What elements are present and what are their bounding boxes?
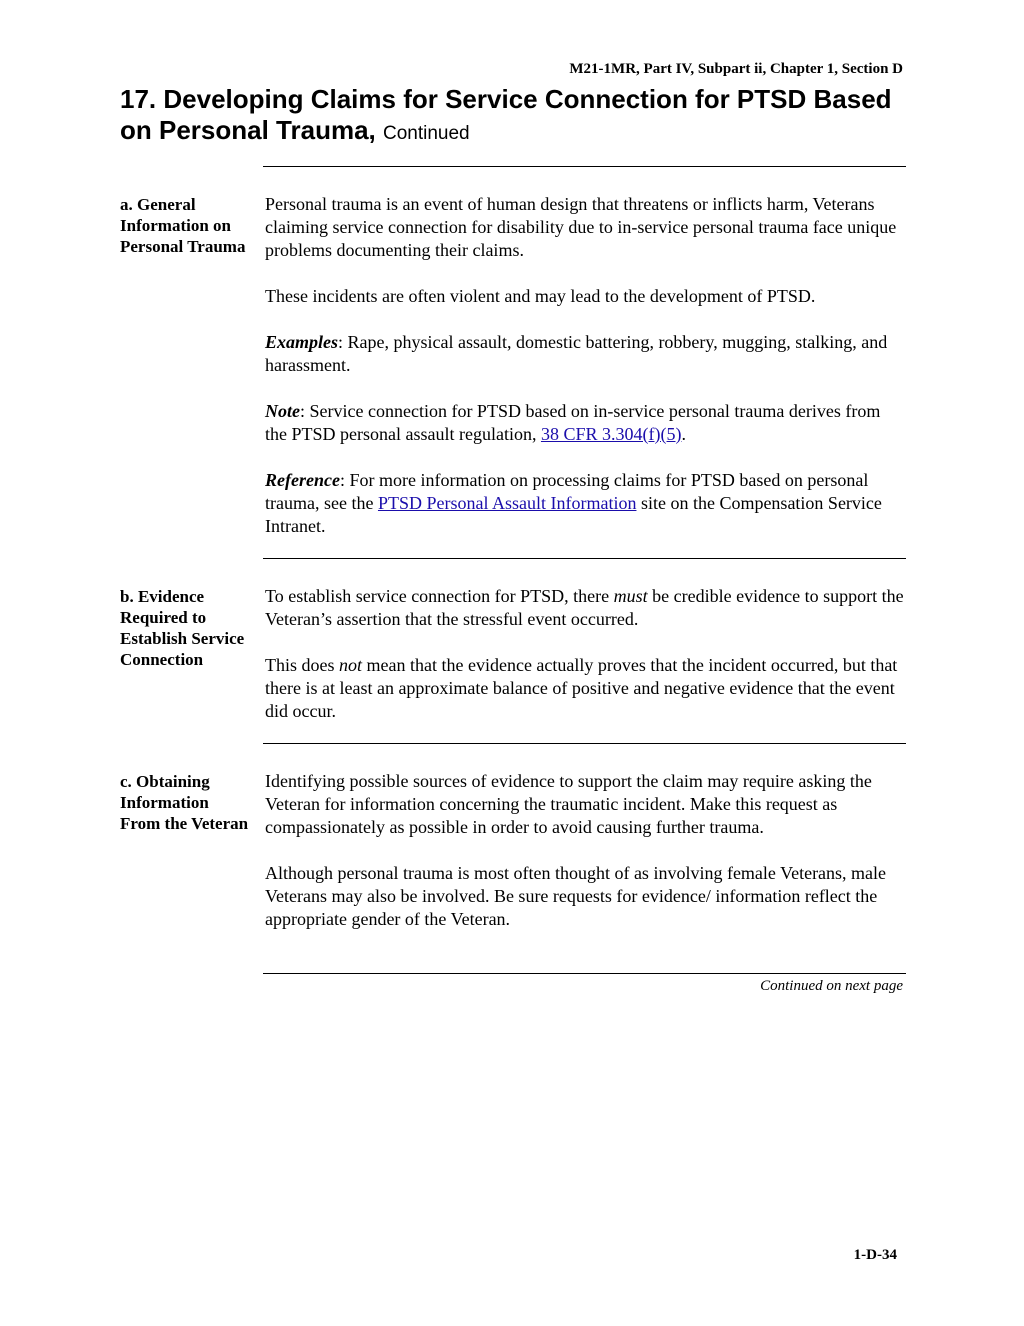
section-a-examples	[265, 331, 905, 377]
page-title-main: 17. Developing Claims for Service Connection for PTSD Based on Personal Trauma,	[120, 84, 892, 145]
section-divider	[263, 166, 906, 167]
emphasis-must: must	[613, 586, 648, 606]
section-c-label: c. Obtaining Information From the Veteran	[120, 772, 249, 833]
continued-on-next-page: Continued on next page	[760, 978, 903, 994]
page-title-continued: Continued	[382, 123, 470, 144]
section-c-paragraph: Identifying possible sources of evidence to support the claim may require asking the Veteran for information concerning the traumatic incident. Make this request as compassionately as possible in order to avoid causing further trauma.	[265, 771, 872, 837]
text-run: This does	[265, 655, 339, 675]
document-reference-header: M21-1MR, Part IV, Subpart ii, Chapter 1, Section D	[569, 61, 903, 77]
note-lead: Note	[265, 401, 300, 421]
reference-text: : For more information on processing claims for PTSD based on personal trauma, see the	[265, 470, 869, 513]
section-divider	[263, 558, 906, 559]
section-a-body	[265, 193, 905, 538]
examples-lead: Examples	[265, 332, 339, 352]
section-a-reference	[265, 469, 905, 538]
section-b-body	[265, 585, 905, 723]
section-b-paragraph	[265, 585, 905, 631]
section-a-paragraph: These incidents are often violent and may lead to the development of PTSD.	[265, 286, 816, 306]
section-a-paragraph: Personal trauma is an event of human design that threatens or inflicts harm, Veterans claiming service connection for disability due to in-service personal trauma face unique problems documenting their claims.	[265, 194, 897, 260]
text-run: mean that the evidence actually proves that the incident occurred, but that there is at least an approximate balance of positive and negative evidence that the event did occur.	[265, 655, 898, 721]
section-divider	[263, 743, 906, 744]
section-c-paragraph: Although personal trauma is most often thought of as involving female Veterans, male Veterans may also be involved. Be sure requests for evidence/ information reflect the appropriate gender of the Veteran.	[265, 863, 887, 929]
page-title	[120, 84, 920, 149]
emphasis-not: not	[339, 655, 363, 675]
text-run: be credible evidence to support the Veteran’s assertion that the stressful event occurred.	[265, 586, 904, 629]
reference-lead: Reference	[265, 470, 340, 490]
reference-text-end: site on the Compensation Service Intranet.	[265, 493, 882, 536]
section-b-label: b. Evidence Required to Establish Service Connection	[120, 587, 245, 669]
text-run: To establish service connection for PTSD, there	[265, 586, 614, 606]
section-divider	[263, 973, 906, 974]
section-a-label: a. General Information on Personal Trauma	[120, 195, 246, 256]
ptsd-assault-info-link[interactable]: PTSD Personal Assault Information	[377, 493, 637, 513]
examples-text: : Rape, physical assault, domestic battering, robbery, mugging, stalking, and harassment.	[265, 332, 888, 375]
section-a-note	[265, 400, 905, 446]
cfr-regulation-link[interactable]: 38 CFR 3.304(f)(5)	[540, 424, 682, 444]
section-c-body	[265, 770, 905, 931]
note-text: : Service connection for PTSD based on in-service personal trauma derives from the PTSD personal assault regulation,	[265, 401, 881, 444]
section-b-paragraph	[265, 654, 905, 723]
page-number: 1-D-34	[853, 1247, 897, 1263]
note-end: .	[681, 424, 686, 444]
